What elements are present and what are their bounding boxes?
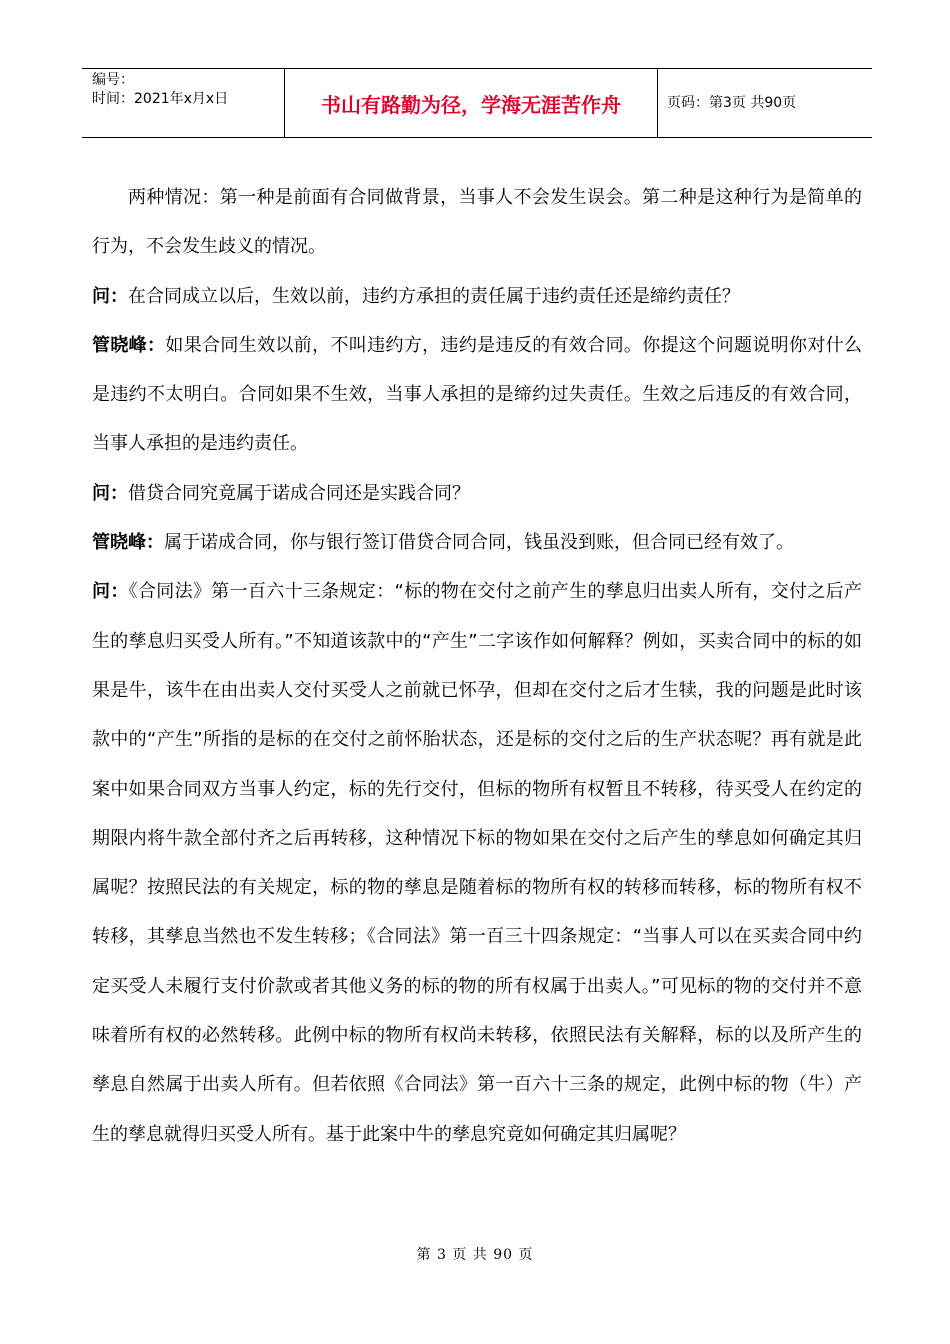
header-motto: 书山有路勤为径，学海无涯苦作舟: [321, 93, 621, 117]
document-number-label: 编号：: [92, 72, 134, 88]
paragraph-question: [92, 469, 862, 518]
speaker-label: 问：: [92, 482, 128, 504]
paragraph-text: 在合同成立以后，生效以前，违约方承担的责任属于违约责任还是缔约责任？: [128, 285, 740, 307]
page-footer: 第 3 页 共 90 页: [416, 1247, 534, 1263]
header-motto-cell: [284, 69, 658, 137]
speaker-label: 问：: [92, 581, 129, 603]
header-page-info: 页码：第3页 共90页: [667, 95, 797, 111]
paragraph-question: [92, 272, 862, 321]
paragraph-answer: [92, 518, 862, 567]
paragraph-text: 两种情况：第一种是前面有合同做背景，当事人不会发生误会。第二种是这种行为是简单的行为，不会发生歧义的情况。: [92, 187, 862, 258]
speaker-label: 管晓峰：: [92, 334, 166, 356]
paragraph-text: 《合同法》第一百六十三条规定：“标的物在交付之前产生的孳息归出卖人所有，交付之后产生的孳息归买受人所有。”不知道该款中的“产生”二字该作如何解释？例如，买卖合同中的标的如果是牛，该牛在由出卖人交付买受人之前就已怀孕，但却在交付之后才生犊，我的问题是此时该款中的“产生”所指的是标的在交付之前怀胎状态，还是标的交付之后的生产状态呢？再有就是此案中如果合同双方当事人约定，标的先行交付，但标的物所有权暂且不转移，待买受人在约定的期限内将牛款全部付齐之后再转移，这种情况下标的物如果在交付之后产生的孳息如何确定其归属呢？按照民法的有关规定，标的物的孳息是随着标的物所有权的转移而转移，标的物所有权不转移，其孳息当然也不发生转移；《合同法》第一百三十四条规定：“当事人可以在买卖合同中约定买受人未履行支付价款或者其他义务的标的物的所有权属于出卖人。”可见标的物的交付并不意味着所有权的必然转移。此例中标的物所有权尚未转移，依照民法有关解释，标的以及所产生的孳息自然属于出卖人所有。但若依照《合同法》第一百六十三条的规定，此例中标的物（牛）产生的孳息就得归买受人所有。基于此案中牛的孳息究竟如何确定其归属呢？: [92, 581, 862, 1145]
document-header: [82, 68, 872, 138]
speaker-label: 问：: [92, 285, 128, 307]
paragraph: [92, 173, 862, 272]
paragraph-text: 借贷合同究竟属于诺成合同还是实践合同？: [128, 482, 470, 504]
speaker-label: 管晓峰：: [92, 532, 164, 554]
document-time-label: 时间：2021年x月x日: [92, 91, 229, 107]
paragraph-answer: [92, 321, 862, 469]
document-body: [92, 173, 862, 1159]
paragraph-text: 属于诺成合同，你与银行签订借贷合同合同，钱虽没到账，但合同已经有效了。: [164, 532, 794, 554]
paragraph-text: 如果合同生效以前，不叫违约方，违约是违反的有效合同。你提这个问题说明你对什么是违约不太明白。合同如果不生效，当事人承担的是缔约过失责任。生效之后违反的有效合同，当事人承担的是违约责任。: [92, 334, 863, 455]
header-meta-cell: [82, 69, 284, 137]
paragraph-question: [92, 567, 862, 1159]
header-page-cell: [657, 69, 872, 137]
